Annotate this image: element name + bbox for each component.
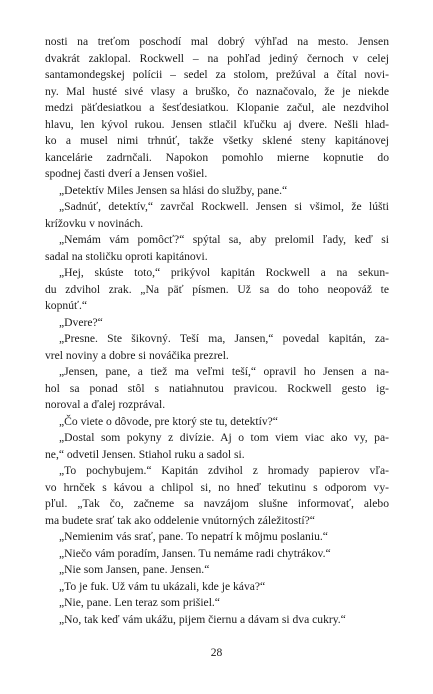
text-line: „Detektív Miles Jensen sa hlási do služby, pane.“ bbox=[59, 183, 288, 197]
text-line: kancelárie zadrnčali. Napokon pomohlo mierne kopnutie do bbox=[45, 150, 389, 164]
text-line: medzi päťdesiatkou a šesťdesiatkou. Klopanie začul, ale nezdvihol bbox=[45, 101, 389, 114]
text-line: du zdvihol zrak. „Na päť písmen. Už sa do toho neopováž te bbox=[45, 282, 389, 296]
text-line: ne,“ odvetil Jensen. Stiahol ruku a sadol si. bbox=[45, 447, 245, 461]
page-body bbox=[45, 34, 389, 644]
text-line: „Nie som Jansen, pane. Jensen.“ bbox=[59, 563, 210, 576]
text-line: hlavu, len kývol rukou. Jensen stlačil kľučku aj dvere. Nešli hlad- bbox=[45, 117, 389, 131]
text-line: nosti na treťom poschodí mal dobrý výhľad na mesto. Jensen bbox=[45, 35, 389, 48]
page-number: 28 bbox=[210, 646, 223, 659]
text-line: „Nie, pane. Len teraz som prišiel.“ bbox=[59, 596, 220, 609]
text-line: „Niečo vám poradím, Jansen. Tu nemáme radi chytrákov.“ bbox=[59, 546, 331, 560]
text-line: „Čo viete o dôvode, pre ktorý ste tu, detektív?“ bbox=[59, 414, 278, 428]
text-line: „Dvere?“ bbox=[59, 315, 103, 329]
text-line: ma budete srať tak ako oddelenie vnútorných záležitostí?“ bbox=[45, 513, 315, 527]
text-line: ko a musel nimi trhnúť, takže všetky sklené steny kapitánovej bbox=[45, 134, 389, 147]
text-line: „Dostal som pokyny z divízie. Aj o tom viem viac ako vy, pa- bbox=[59, 431, 389, 444]
text-line: „Sadnúť, detektív,“ zavrčal Rockwell. Jensen si všimol, že lúšti bbox=[59, 200, 389, 213]
text-line: kopnúť.“ bbox=[45, 299, 87, 312]
text-line: „Nemienim vás srať, pane. To nepatrí k môjmu poslaniu.“ bbox=[59, 530, 328, 543]
text-line: „No, tak keď vám ukážu, pijem čiernu a dávam si dva cukry.“ bbox=[59, 612, 346, 626]
text-line: „Jensen, pane, a tiež ma veľmi teší,“ opravil ho Jensen a na- bbox=[59, 365, 389, 378]
text-line: santamondegskej polícii – sedel za stolom, prežúval a čítal novi- bbox=[45, 68, 389, 81]
text-line: „Presne. Ste šikovný. Teší ma, Jansen,“ povedal kapitán, za- bbox=[59, 332, 389, 345]
text-line: vrel noviny a dobre si nováčika prezrel. bbox=[45, 348, 229, 362]
text-line: „Nemám vám pomôcť?“ spýtal sa, aby prelomil ľady, keď si bbox=[59, 233, 389, 246]
text-line: „Hej, skúste toto,“ prikývol kapitán Rockwell a na sekun- bbox=[59, 266, 389, 279]
text-line: „To je fuk. Už vám tu ukázali, kde je káva?“ bbox=[59, 579, 266, 593]
text-line: dvakrát zaklopal. Rockwell – na pohľad jediný černoch v celej bbox=[45, 51, 389, 65]
text-line: hol sa ponad stôl s natiahnutou pravicou. Rockwell gesto ig- bbox=[45, 381, 389, 395]
text-line: vo hrnček s kávou a chlipol si, no hneď tekutinu s odporom vy- bbox=[45, 480, 389, 494]
text-line: krížovku v novinách. bbox=[45, 216, 144, 230]
text-line: noroval a ďalej rozprával. bbox=[45, 398, 166, 411]
text-line: pľul. „Tak čo, začneme sa navzájom slušne informovať, alebo bbox=[45, 497, 389, 510]
text-line: sadal na stoličku oproti kapitánovi. bbox=[45, 249, 208, 263]
text-line: ny. Mal husté sivé vlasy a bruško, čo naznačovalo, že je niekde bbox=[45, 84, 389, 98]
text-line: spodnej časti dverí a Jensen vošiel. bbox=[45, 167, 208, 180]
text-line: „To pochybujem.“ Kapitán zdvihol z hromady papierov vľa- bbox=[59, 464, 389, 477]
